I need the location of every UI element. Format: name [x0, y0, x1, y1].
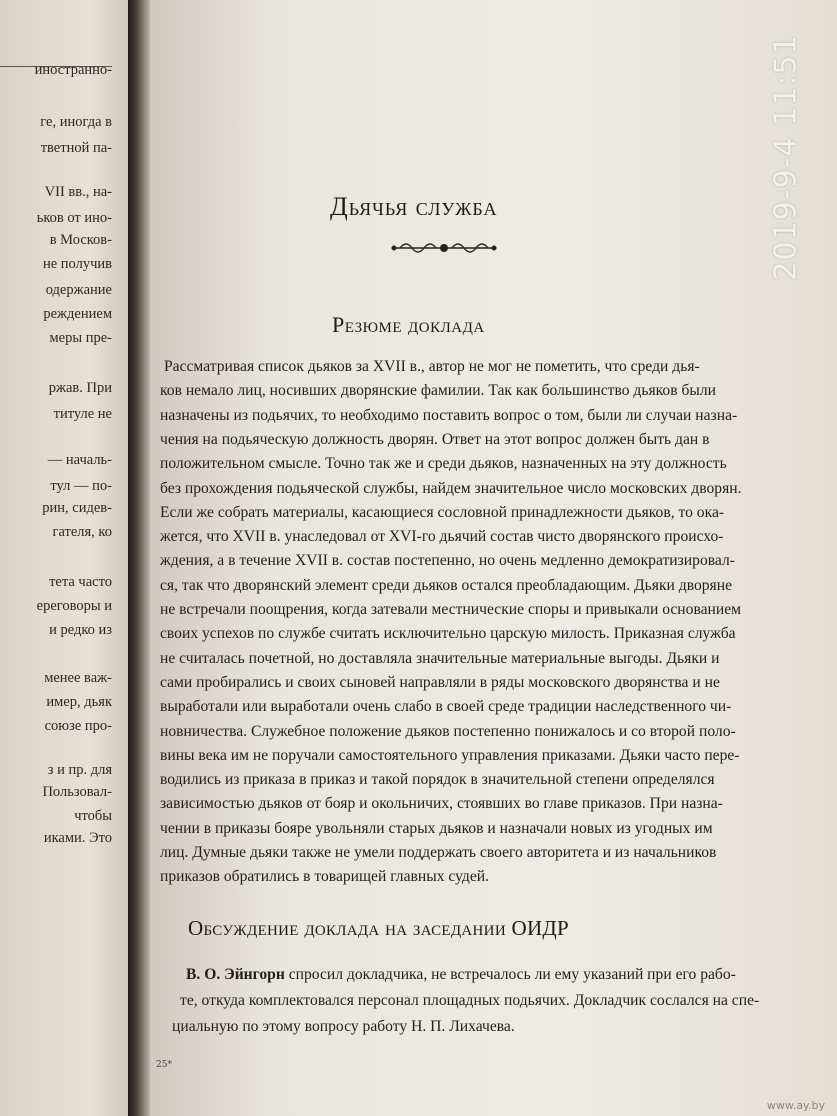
page-number: 25*: [156, 1060, 172, 1070]
summary-line: сами пробирались и своих сыновей направляли в ряды московского дворянства и не: [160, 673, 720, 691]
left-page-line: Пользовал-: [42, 784, 112, 800]
left-page-line: — началь-: [47, 452, 112, 468]
left-page-line: тета часто: [49, 574, 112, 590]
summary-line: приказов обратились в товарищей главных судей.: [160, 868, 490, 886]
summary-line: лиц. Думные дьяки также не умели поддержать своего авторитета и из начальников: [160, 844, 717, 861]
ornament-divider: [388, 238, 500, 258]
left-page-line: тветной па-: [40, 140, 112, 156]
left-page-line: менее важ-: [44, 670, 112, 686]
summary-line: не считалась почетной, но доставляла значительные материальные выгоды. Дьяки и: [160, 649, 720, 667]
left-page-line: титуле не: [53, 406, 112, 422]
summary-line: Если же собрать материалы, касающиеся сословной принадлежности дьяков, то ока-: [160, 503, 725, 521]
book-gutter: [128, 0, 150, 1116]
left-page-line: чтобы: [74, 808, 112, 824]
summary-line: назначены из подьячих, то необходимо поставить вопрос о том, были ли случаи назна-: [160, 406, 738, 424]
left-page-line: меры пре-: [49, 330, 112, 346]
left-page-line: союзе про-: [44, 718, 112, 734]
left-facing-page: [0, 0, 128, 1116]
summary-line: чения на подьяческую должность дворян. Ответ на этот вопрос должен быть дан в: [160, 430, 710, 448]
left-page-line: одержание: [45, 282, 112, 298]
date-stamp: [768, 20, 828, 290]
left-page-line: тул — по-: [50, 478, 112, 494]
left-page-line: ге, иногда в: [40, 114, 112, 130]
summary-line: водились из приказа в приказ и такой порядок в значительной степени определялся: [160, 771, 715, 789]
summary-line: выработали или выработали очень слабо в своей среде традиции наследственного чи-: [160, 698, 732, 716]
left-page-line: ьков от ино-: [36, 210, 112, 226]
summary-line: чении в приказы бояре увольняли старых дьяков и назначали новых из угодных им: [160, 819, 713, 837]
discussion-line-1-text: спросил докладчика, не встречалось ли ему указаний при его рабо-: [284, 966, 736, 983]
discussion-line-1: [186, 966, 736, 984]
summary-line: Рассматривая список дьяков за XVII в., автор не мог не пометить, что среди дья-: [164, 358, 700, 375]
summary-line: без прохождения подьяческой службы, найдем значительное число московских дворян.: [160, 479, 742, 497]
summary-line: не встречали поощрения, когда затевали местнические споры и привыкали основанием: [160, 601, 742, 618]
left-page-line: ржав. При: [48, 380, 112, 396]
left-page-line: рин, сидев-: [42, 500, 112, 516]
summary-heading: Резюме доклада: [332, 312, 485, 337]
summary-line: своих успехов по службе считать исключительно царскую милость. Приказная служба: [160, 625, 736, 643]
summary-line: зависимостью дьяков от бояр и окольничих, стоявших во главе приказов. При назна-: [160, 795, 723, 813]
summary-line: ся, так что дворянский элемент среди дьяков остался преобладающим. Дьяки дворяне: [160, 576, 732, 594]
left-page-line: реждением: [43, 306, 112, 322]
watermark: www.ay.by: [766, 1099, 825, 1112]
date-stamp-text: 2019-9-4 11:51: [768, 34, 804, 281]
summary-line: ждения, а в течение XVII в. состав постепенно, но очень медленно демократизировал-: [160, 552, 735, 570]
summary-line: вины века им не поручали самостоятельного управления приказами. Дьяки часто пере-: [160, 746, 740, 764]
left-page-line: гателя, ко: [52, 524, 112, 540]
left-page-line: имер, дьяк: [46, 694, 112, 710]
left-page-line: иностранно-: [34, 62, 112, 78]
summary-line: ков немало лиц, носивших дворянские фамилии. Так как большинство дьяков были: [160, 382, 717, 400]
discussion-line-3: циальную по этому вопросу работу Н. П. Лихачева.: [172, 1018, 515, 1035]
left-page-line: иками. Это: [43, 830, 112, 846]
speaker-name: В. О. Эйнгорн: [186, 966, 285, 983]
left-page-line: и редко из: [49, 622, 112, 638]
right-page: [150, 0, 837, 1116]
left-page-line: з и пр. для: [47, 762, 112, 778]
chapter-title: Дьячья служба: [330, 192, 498, 221]
left-page-line: в Москов-: [49, 232, 112, 248]
discussion-heading: Обсуждение доклада на заседании ОИДР: [188, 916, 570, 940]
summary-line: положительном смысле. Точно так же и среди дьяков, назначенных на эту должность: [160, 455, 727, 473]
left-page-line: VII вв., на-: [44, 184, 112, 200]
left-page-line: не получив: [42, 256, 112, 272]
summary-line: жется, что XVII в. унаследовал от XVI-го дьячий состав чисто дворянского происхо-: [160, 528, 724, 546]
summary-line: новничества. Служебное положение дьяков постепенно понижалось и со второй поло-: [160, 722, 736, 740]
discussion-line-2: те, откуда комплектовался персонал площадных подьячих. Докладчик сослался на спе-: [180, 992, 760, 1009]
left-page-line: ереговоры и: [36, 598, 112, 614]
